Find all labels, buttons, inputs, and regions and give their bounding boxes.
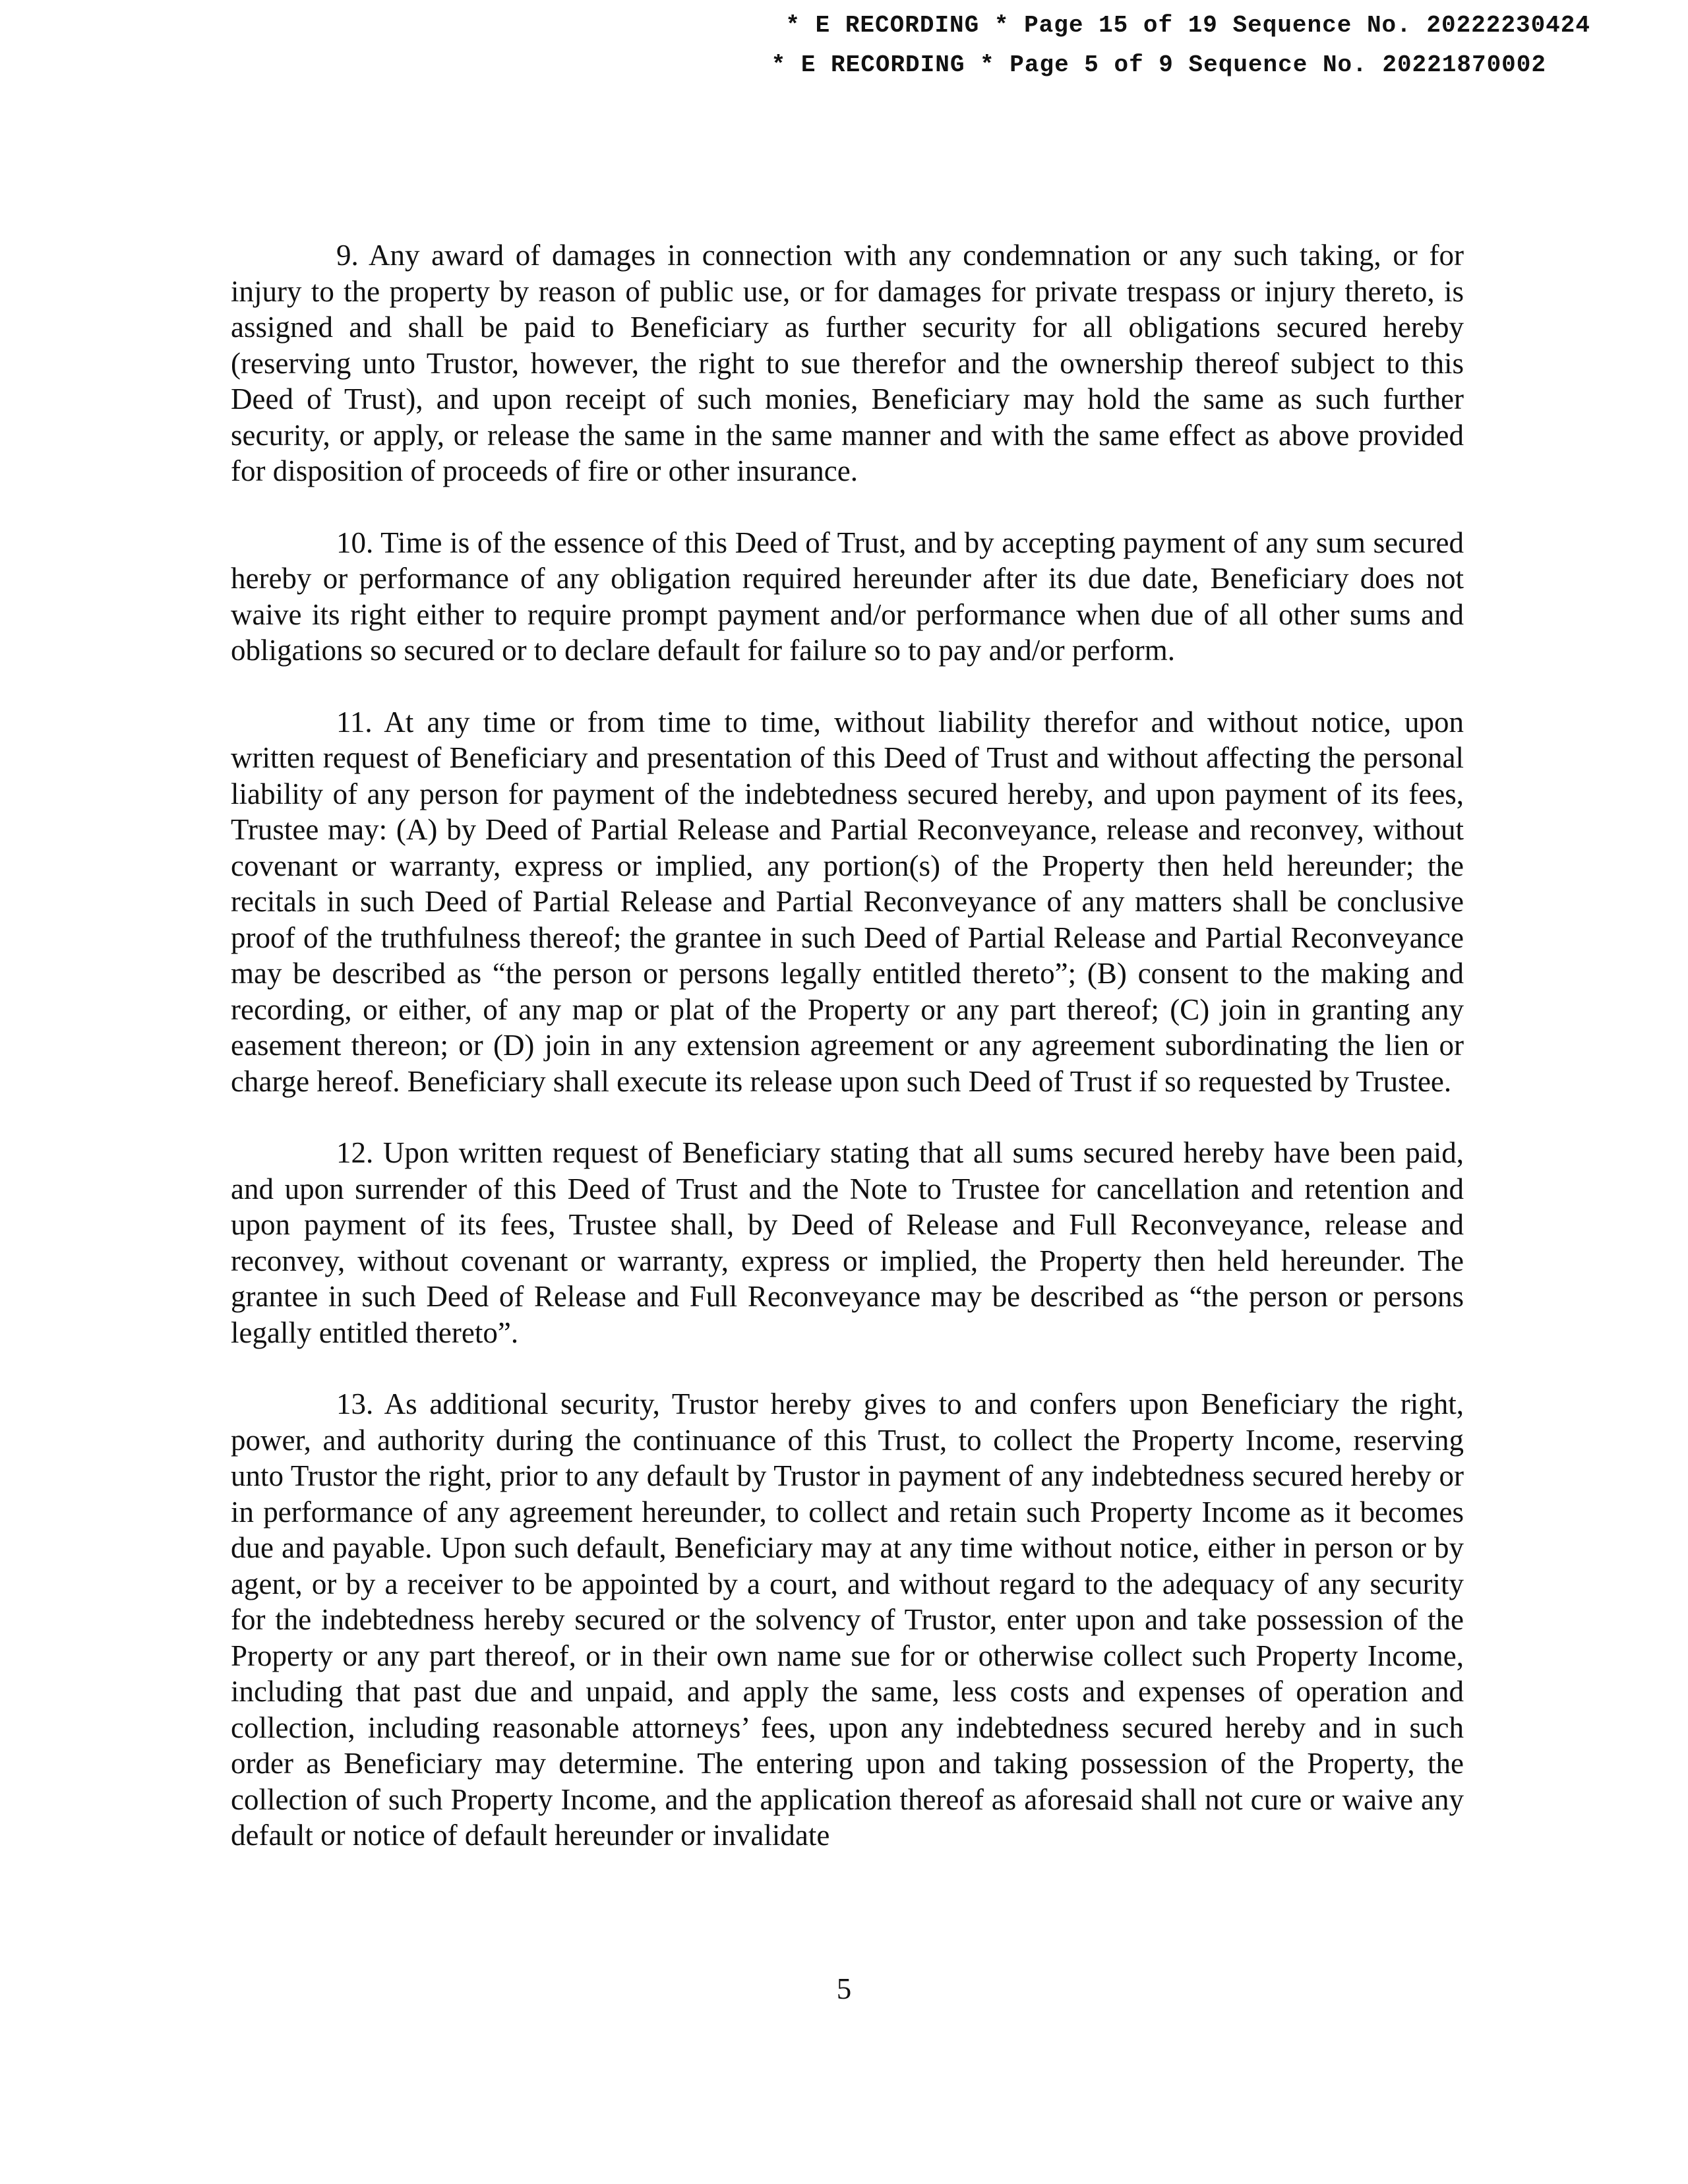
document-body <box>231 237 1464 1854</box>
recording-header-line-2: * E RECORDING * Page 5 of 9 Sequence No. 20221870002 <box>771 51 1546 78</box>
paragraph-13: 13. As additional security, Trustor hereby gives to and confers upon Beneficiary the right, power, and authority during the continuance of this Trust, to collect the Property Income, reserving unto Trustor the right, prior to any default by Trustor in payment of any indebtedness secured hereby or in performance of any agreement hereunder, to collect and retain such Property Income as it becomes due and payable. Upon such default, Beneficiary may at any time without notice, either in person or by agent, or by a receiver to be appointed by a court, and without regard to the adequacy of any security for the indebtedness hereby secured or the solvency of Trustor, enter upon and take possession of the Property or any part thereof, or in their own name sue for or otherwise collect such Property Income, including that past due and unpaid, and apply the same, less costs and expenses of operation and collection, including reasonable attorneys’ fees, upon any indebtedness secured hereby and in such order as Beneficiary may determine. The entering upon and taking possession of the Property, the collection of such Property Income, and the application thereof as aforesaid shall not cure or waive any default or notice of default hereunder or invalidate <box>231 1387 1464 1852</box>
paragraph-9: 9. Any award of damages in connection with any condemnation or any such taking, or for injury to the property by reason of public use, or for damages for private trespass or injury thereto, is assigned and shall be paid to Beneficiary as further security for all obligations secured hereby (reserving unto Trustor, however, the right to sue therefor and the ownership thereof subject to this Deed of Trust), and upon receipt of such monies, Beneficiary may hold the same as such further security, or apply, or release the same in the same manner and with the same effect as above provided for disposition of proceeds of fire or other insurance. <box>231 239 1464 487</box>
paragraph-11: 11. At any time or from time to time, without liability therefor and without notice, upon written request of Beneficiary and presentation of this Deed of Trust and without affecting the personal liability of any person for payment of the indebtedness secured hereby, and upon payment of its fees, Trustee may: (A) by Deed of Partial Release and Partial Reconveyance, release and reconvey, without covenant or warranty, express or implied, any portion(s) of the Property then held hereunder; the recitals in such Deed of Partial Release and Partial Reconveyance of any matters shall be conclusive proof of the truthfulness thereof; the grantee in such Deed of Partial Release and Partial Reconveyance may be described as “the person or persons legally entitled thereto”; (B) consent to the making and recording, or either, of any map or plat of the Property or any part thereof; (C) join in granting any easement thereon; or (D) join in any extension agreement or any agreement subordinating the lien or charge hereof. Beneficiary shall execute its release upon such Deed of Trust if so requested by Trustee. <box>231 705 1464 1098</box>
recording-header-line-1: * E RECORDING * Page 15 of 19 Sequence No. 20222230424 <box>785 12 1590 39</box>
paragraph-12: 12. Upon written request of Beneficiary stating that all sums secured hereby have been paid, and upon surrender of this Deed of Trust and the Note to Trustee for cancellation and retention and upon payment of its fees, Trustee shall, by Deed of Release and Full Reconveyance, release and reconvey, without covenant or warranty, express or implied, the Property then held hereunder. The grantee in such Deed of Release and Full Reconveyance may be described as “the person or persons legally entitled thereto”. <box>231 1136 1464 1349</box>
paragraph-10: 10. Time is of the essence of this Deed of Trust, and by accepting payment of any sum secured hereby or performance of any obligation required hereunder after its due date, Beneficiary does not waive its right either to require prompt payment and/or performance when due of all other sums and obligations so secured or to declare default for failure so to pay and/or perform. <box>231 526 1464 667</box>
page-number: 5 <box>836 1972 852 2005</box>
